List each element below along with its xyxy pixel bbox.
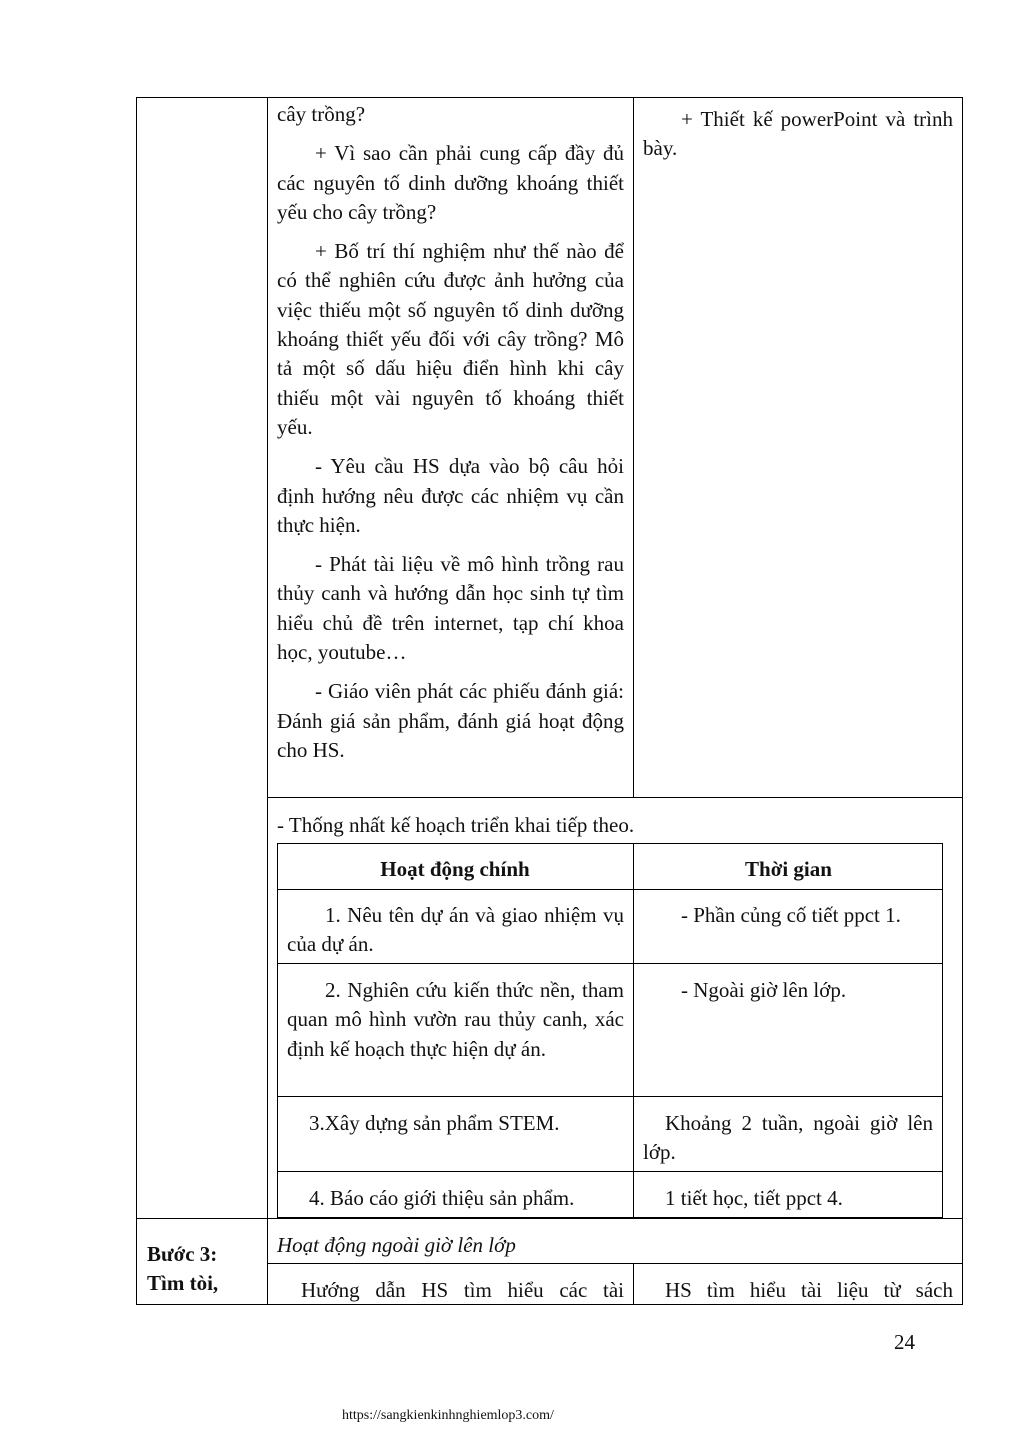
table-row-4-activity: 4. Báo cáo giới thiệu sản phẩm.	[309, 1186, 575, 1210]
table-row-2-activity: 2. Nghiên cứu kiến thức nền, tham quan mô hình vườn rau thủy canh, xác định kế hoạch thực hiện dự án.	[287, 978, 624, 1061]
step-label-line2: Tìm tòi,	[147, 1271, 219, 1296]
row3-col2-text: Hướng dẫn HS tìm hiểu các tài	[301, 1278, 624, 1302]
inner-row-divider-3	[277, 1096, 943, 1097]
inner-header-time: Thời gian	[745, 857, 832, 881]
row1-para-5: - Giáo viên phát các phiếu đánh giá: Đánh giá sản phẩm, đánh giá hoạt động cho HS.	[277, 679, 624, 762]
footer-url[interactable]: https://sangkienkinhnghiemlop3.com/	[342, 1408, 554, 1423]
inner-border-left	[277, 843, 278, 1218]
col-divider-1	[267, 97, 268, 1305]
inner-row-divider-4	[277, 1171, 943, 1172]
row3-heading: Hoạt động ngoài giờ lên lớp	[277, 1233, 516, 1257]
inner-border-bottom	[277, 1217, 943, 1218]
step-label-line1: Bước 3:	[147, 1242, 218, 1266]
table-row-4-time: 1 tiết học, tiết ppct 4.	[665, 1186, 843, 1210]
row1-para-2: + Bố trí thí nghiệm như thế nào để có thể nghiên cứu được ảnh hưởng của việc thiếu một số nguyên tố dinh dưỡng khoáng thiết yếu đối với cây trồng? Mô tả một số dấu hiệu điển hình khi cây thiếu một vài nguyên tố khoáng thiết yếu.	[277, 239, 624, 439]
table-row-1-activity: 1. Nêu tên dự án và giao nhiệm vụ của dự án.	[287, 903, 624, 957]
row1-col2-text	[277, 100, 624, 765]
step-label	[147, 1240, 262, 1299]
row2-intro: - Thống nhất kế hoạch triển khai tiếp theo.	[277, 813, 635, 837]
table-border-left	[136, 97, 137, 1305]
row-divider-2	[136, 1218, 963, 1219]
table-border-top	[136, 97, 963, 98]
col-divider-2-row1	[633, 97, 634, 798]
inner-border-right	[942, 843, 943, 1218]
inner-header-activity: Hoạt động chính	[380, 857, 530, 881]
inner-table	[277, 843, 943, 1218]
inner-border-top	[277, 843, 943, 844]
inner-row-divider-1	[277, 889, 943, 890]
row1-para-3: - Yêu cầu HS dựa vào bộ câu hỏi định hướng nêu được các nhiệm vụ cần thực hiện.	[277, 454, 624, 537]
inner-col-divider	[633, 843, 634, 1218]
row1-para-4: - Phát tài liệu về mô hình trồng rau thủy canh và hướng dẫn học sinh tự tìm hiểu chủ đề trên internet, tạp chí khoa học, youtube…	[277, 552, 624, 665]
row1-para-1: + Vì sao cần phải cung cấp đầy đủ các nguyên tố dinh dưỡng khoáng thiết yếu cho cây trồng?	[277, 141, 624, 224]
row3-col3-text: HS tìm hiểu tài liệu từ sách	[665, 1278, 953, 1302]
row1-para-0: cây trồng?	[277, 102, 366, 126]
row-divider-3	[267, 1263, 963, 1264]
table-row-3-time: Khoảng 2 tuần, ngoài giờ lên lớp.	[643, 1111, 933, 1165]
table-row-3-activity: 3.Xây dựng sản phẩm STEM.	[309, 1111, 560, 1135]
row-divider-1	[267, 797, 963, 798]
row1-col3-text: + Thiết kế powerPoint và trình bày.	[643, 107, 953, 161]
page-number: 24	[894, 1330, 915, 1354]
col-divider-2-row3	[633, 1263, 634, 1305]
table-row-2-time: - Ngoài giờ lên lớp.	[681, 978, 847, 1002]
inner-row-divider-2	[277, 963, 943, 964]
table-row-1-time: - Phần củng cố tiết ppct 1.	[681, 903, 901, 927]
table-border-right	[962, 97, 963, 1305]
